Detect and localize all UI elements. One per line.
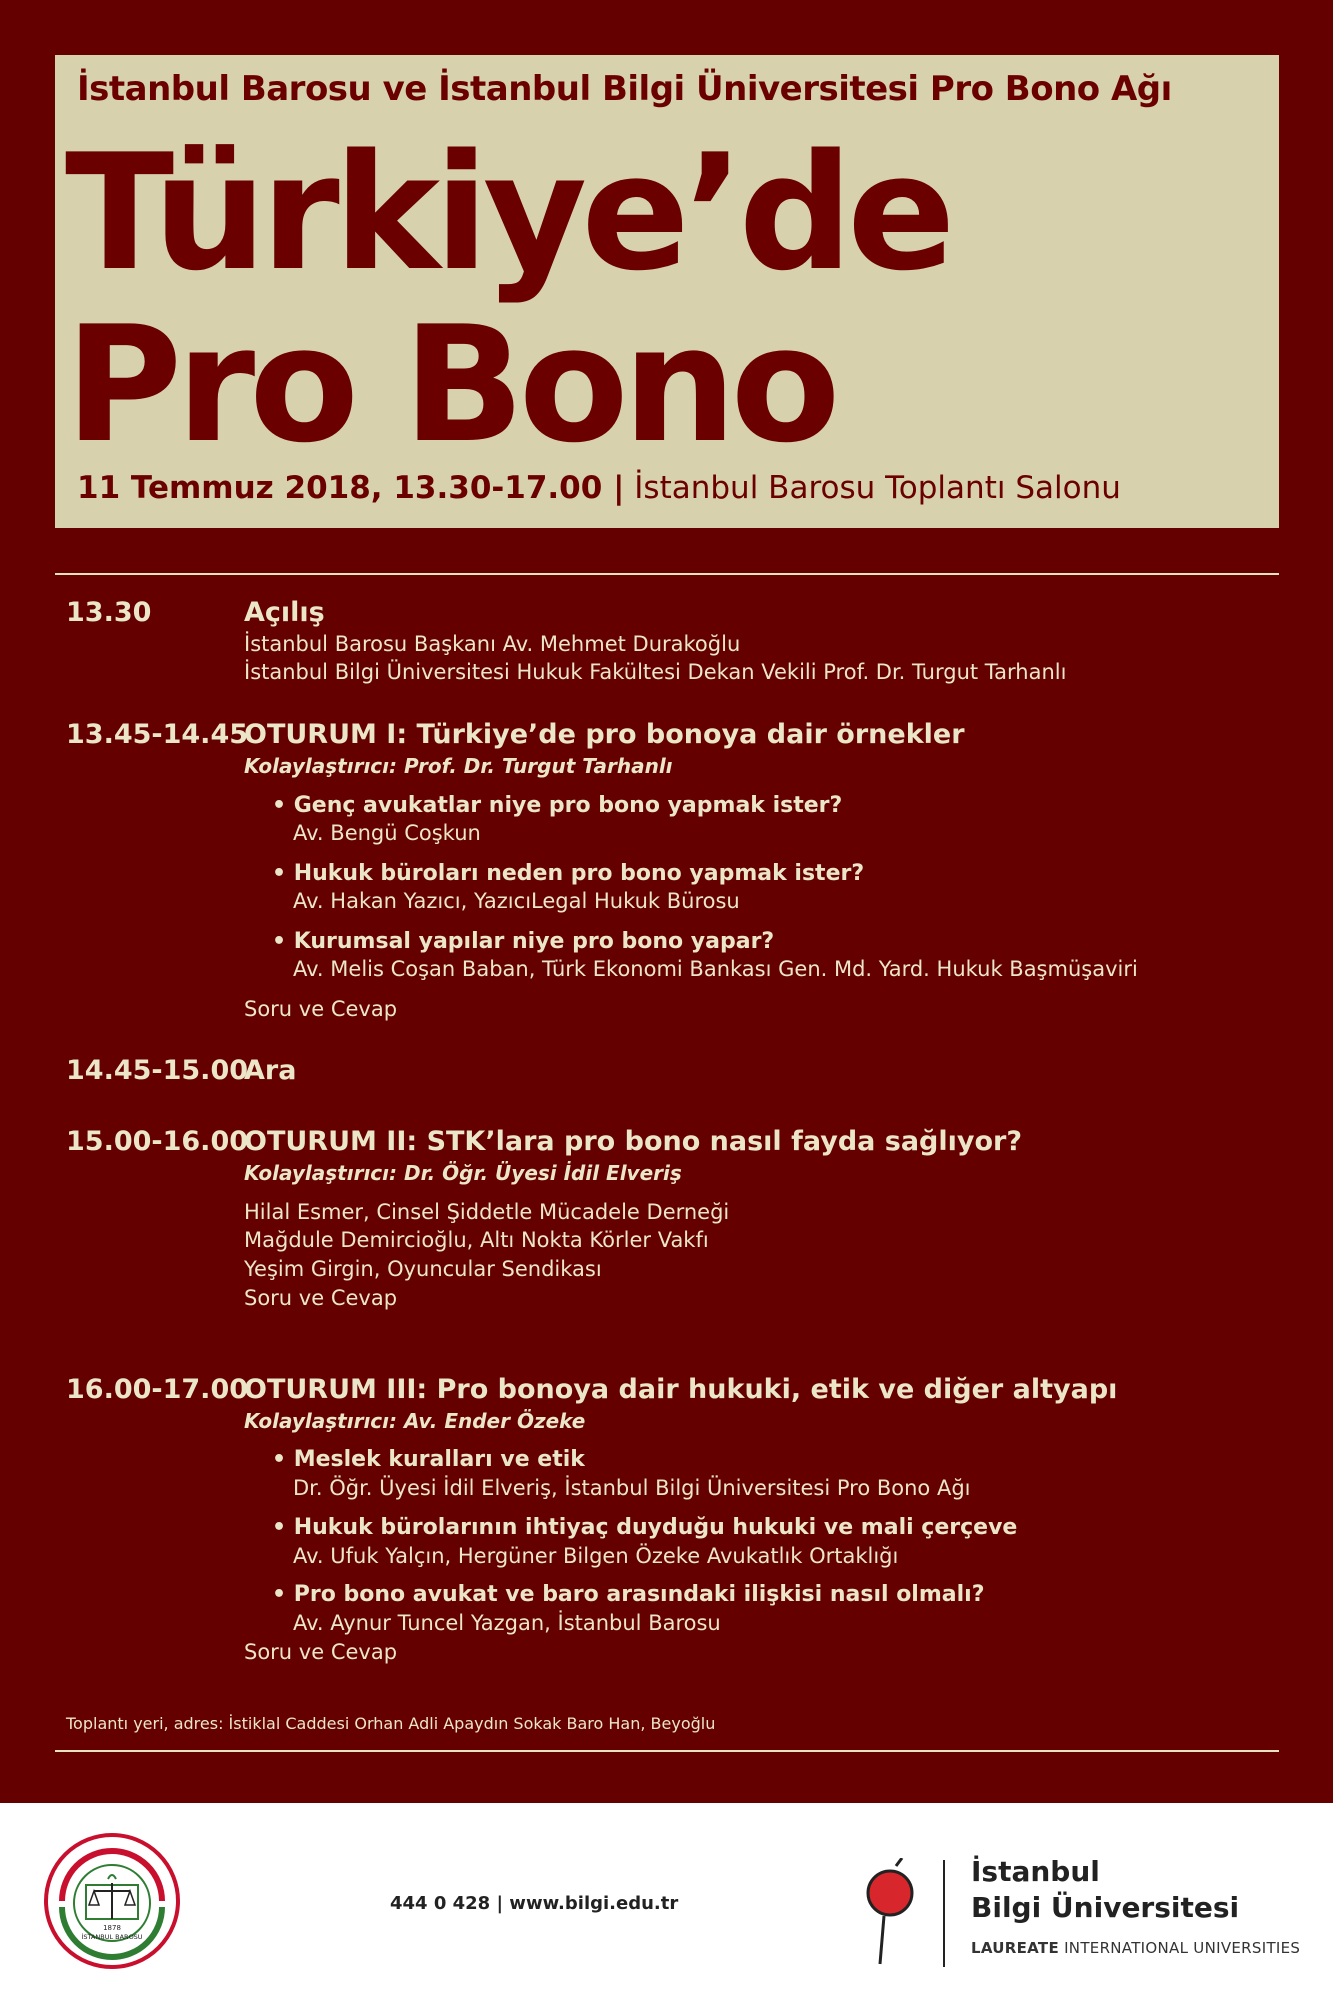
divider	[55, 1750, 1279, 1752]
facilitator: Kolaylaştırıcı: Dr. Öğr. Üyesi İdil Elveriş	[244, 1161, 682, 1185]
talk-speaker: Dr. Öğr. Üyesi İdil Elveriş, İstanbul Bilgi Üniversitesi Pro Bono Ağı	[293, 1476, 971, 1500]
session-time: 13.30	[66, 597, 152, 628]
venue-address: Toplantı yeri, adres: İstiklal Caddesi Orhan Adli Apaydın Sokak Baro Han, Beyoğlu	[66, 1714, 716, 1733]
footer	[0, 1803, 1333, 2000]
talk-speaker: Av. Melis Coşan Baban, Türk Ekonomi Bankası Gen. Md. Yard. Hukuk Başmüşaviri	[293, 957, 1138, 981]
session-title: Ara	[244, 1055, 297, 1086]
session-line: Yeşim Girgin, Oyuncular Sendikası	[244, 1257, 602, 1281]
talk-topic: • Pro bono avukat ve baro arasındaki ilişkisi nasıl olmalı?	[272, 1582, 985, 1607]
title-line-2: Pro Bono	[65, 291, 835, 478]
laureate-bold: LAUREATE	[971, 1939, 1060, 1957]
session-time: 15.00-16.00	[66, 1126, 249, 1157]
facilitator: Kolaylaştırıcı: Prof. Dr. Turgut Tarhanlı	[244, 754, 673, 778]
divider	[55, 573, 1279, 575]
session-line: İstanbul Barosu Başkanı Av. Mehmet Durakoğlu	[244, 632, 741, 656]
university-name-line2: Bilgi Üniversitesi	[971, 1891, 1240, 1924]
organizers: İstanbul Barosu ve İstanbul Bilgi Üniversitesi Pro Bono Ağı	[77, 69, 1172, 109]
session-line: Hilal Esmer, Cinsel Şiddetle Mücadele Derneği	[244, 1200, 730, 1224]
title-line-1: Türkiye’de	[65, 119, 950, 306]
session-time: 14.45-15.00	[66, 1055, 249, 1086]
session-title: OTURUM III: Pro bonoya dair hukuki, etik ve diğer altyapı	[244, 1374, 1118, 1405]
qa-line: Soru ve Cevap	[244, 997, 398, 1021]
talk-topic: • Genç avukatlar niye pro bono yapmak ister?	[272, 793, 843, 818]
date-time: 11 Temmuz 2018, 13.30-17.00 |	[77, 470, 625, 506]
qa-line: Soru ve Cevap	[244, 1640, 398, 1664]
talk-speaker: Av. Aynur Tuncel Yazgan, İstanbul Barosu	[293, 1611, 721, 1635]
contact-info: 444 0 428 | www.bilgi.edu.tr	[390, 1893, 679, 1914]
facilitator: Kolaylaştırıcı: Av. Ender Özeke	[244, 1409, 586, 1433]
baro-logo-year: 1878	[103, 1924, 121, 1932]
baro-logo-text: İSTANBUL BAROSU	[81, 1933, 143, 1941]
laureate-tagline	[971, 1939, 1300, 1957]
logo-separator	[943, 1860, 945, 1967]
university-name-line1: İstanbul	[971, 1855, 1100, 1888]
header-box	[55, 55, 1279, 528]
bilgi-logo-icon	[860, 1858, 920, 1968]
session-time: 13.45-14.45	[66, 719, 249, 750]
talk-topic: • Kurumsal yapılar niye pro bono yapar?	[272, 929, 775, 954]
session-title: OTURUM II: STK’lara pro bono nasıl fayda sağlıyor?	[244, 1126, 1023, 1157]
talk-topic: • Meslek kuralları ve etik	[272, 1447, 585, 1472]
talk-speaker: Av. Hakan Yazıcı, YazıcıLegal Hukuk Bürosu	[293, 889, 740, 913]
date-venue	[77, 470, 1121, 506]
talk-speaker: Av. Bengü Coşkun	[293, 821, 481, 845]
session-line: Mağdule Demircioğlu, Altı Nokta Körler Vakfı	[244, 1228, 709, 1252]
session-title: OTURUM I: Türkiye’de pro bonoya dair örnekler	[244, 719, 965, 750]
talk-topic: • Hukuk bürolarının ihtiyaç duyduğu hukuki ve mali çerçeve	[272, 1515, 1018, 1540]
session-line: İstanbul Bilgi Üniversitesi Hukuk Fakültesi Dekan Vekili Prof. Dr. Turgut Tarhanlı	[244, 660, 1067, 684]
istanbul-barosu-logo	[44, 1833, 180, 1969]
qa-line: Soru ve Cevap	[244, 1286, 398, 1310]
venue: İstanbul Barosu Toplantı Salonu	[624, 470, 1121, 506]
laureate-rest: INTERNATIONAL UNIVERSITIES	[1059, 1939, 1301, 1957]
talk-topic: • Hukuk büroları neden pro bono yapmak ister?	[272, 861, 865, 886]
talk-speaker: Av. Ufuk Yalçın, Hergüner Bilgen Özeke Avukatlık Ortaklığı	[293, 1544, 899, 1568]
session-time: 16.00-17.00	[66, 1374, 249, 1405]
session-title: Açılış	[244, 597, 325, 628]
